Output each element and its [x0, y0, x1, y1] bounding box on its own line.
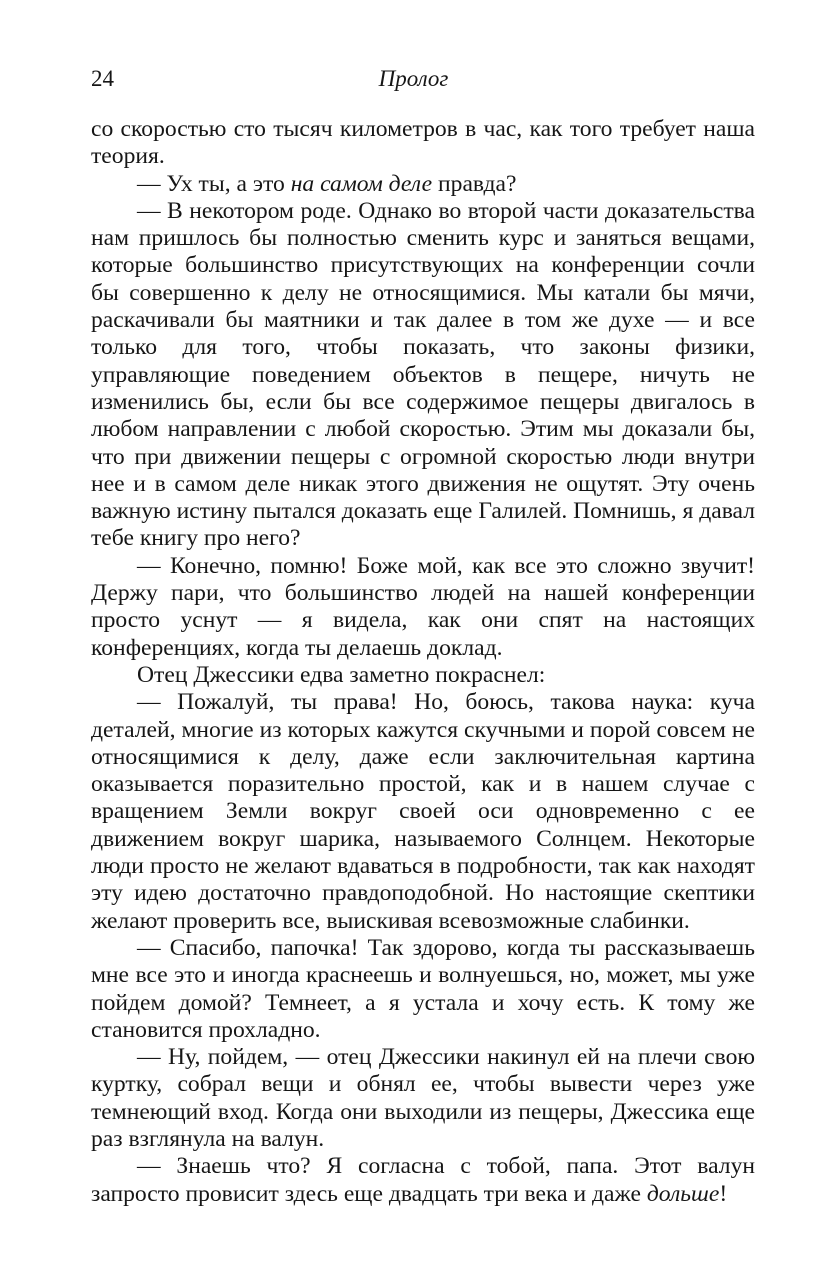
italic-segment: дольше	[646, 1180, 720, 1207]
paragraph	[91, 662, 755, 689]
text-segment: — В некотором роде. Однако во второй части доказательства нам пришлось бы полностью сменить курс и заняться вещами, которые большинство присутствующих на конференции сочли бы совершенно к делу не относящимися. Мы катали бы мячи, раскачивали бы маятники и так далее в том же духе — и все только для того, чтобы показать, что законы физики, управляющие поведением объектов в пещере, ничуть не изменились бы, если бы все содержимое пещеры двигалось в любом направлении с любой скоростью. Этим мы доказали бы, что при движении пещеры с огромной скоростью люди внутри нее и в самом деле никак этого движения не ощутят. Эту очень важную истину пытался доказать еще Галилей. Помнишь, я давал тебе книгу про него?	[91, 197, 755, 552]
italic-segment: на самом деле	[290, 170, 433, 197]
paragraph	[91, 1044, 755, 1153]
page-header	[91, 66, 736, 100]
text-segment: — Конечно, помню! Боже мой, как все это сложно звучит! Держу пари, что большинство людей на нашей конференции просто уснут — я видела, как они спят на настоящих конференциях, когда ты делаешь доклад.	[91, 552, 755, 661]
text-segment: Отец Джессики едва заметно покраснел:	[137, 661, 546, 688]
paragraph	[91, 935, 755, 1044]
text-segment: — Ух ты, а это	[137, 170, 291, 197]
text-segment: — Знаешь что? Я согласна с тобой, папа. Этот валун запросто провисит здесь еще двадцать три века и даже	[91, 1153, 755, 1207]
paragraph	[91, 116, 755, 171]
body-text	[91, 116, 755, 1208]
text-segment: — Спасибо, папочка! Так здорово, когда ты рассказываешь мне все это и иногда краснеешь и волнуешься, но, может, мы уже пойдем домой? Темнеет, а я устала и хочу есть. К тому же становится прохладно.	[91, 934, 755, 1043]
paragraph	[91, 1153, 755, 1208]
paragraph	[91, 171, 755, 198]
text-segment: — Пожалуй, ты права! Но, боюсь, такова наука: куча деталей, многие из которых кажутся скучными и порой совсем не относящимися к делу, даже если заключительная картина оказывается поразительно простой, как и в нашем случае с вращением Земли вокруг своей оси одновременно с ее движением вокруг шарика, называемого Солнцем. Некоторые люди просто не желают вдаваться в подробности, так как находят эту идею достаточно правдоподобной. Но настоящие скептики желают проверить все, выискивая всевозможные слабинки.	[91, 689, 755, 934]
text-segment: !	[719, 1180, 728, 1207]
running-title: Пролог	[378, 66, 449, 91]
paragraph	[91, 689, 755, 935]
paragraph	[91, 553, 755, 662]
text-segment: — Ну, пойдем, — отец Джессики накинул ей на плечи свою куртку, собрал вещи и обнял ее, чтобы вывести через уже темнеющий вход. Когда они выходили из пещеры, Джессика еще раз взглянула на валун.	[91, 1044, 755, 1152]
page-number: 24	[91, 66, 114, 91]
text-segment: правда?	[432, 170, 517, 197]
text-segment: со скоростью сто тысяч километров в час, как того требует наша теория.	[91, 116, 755, 170]
paragraph	[91, 198, 755, 553]
